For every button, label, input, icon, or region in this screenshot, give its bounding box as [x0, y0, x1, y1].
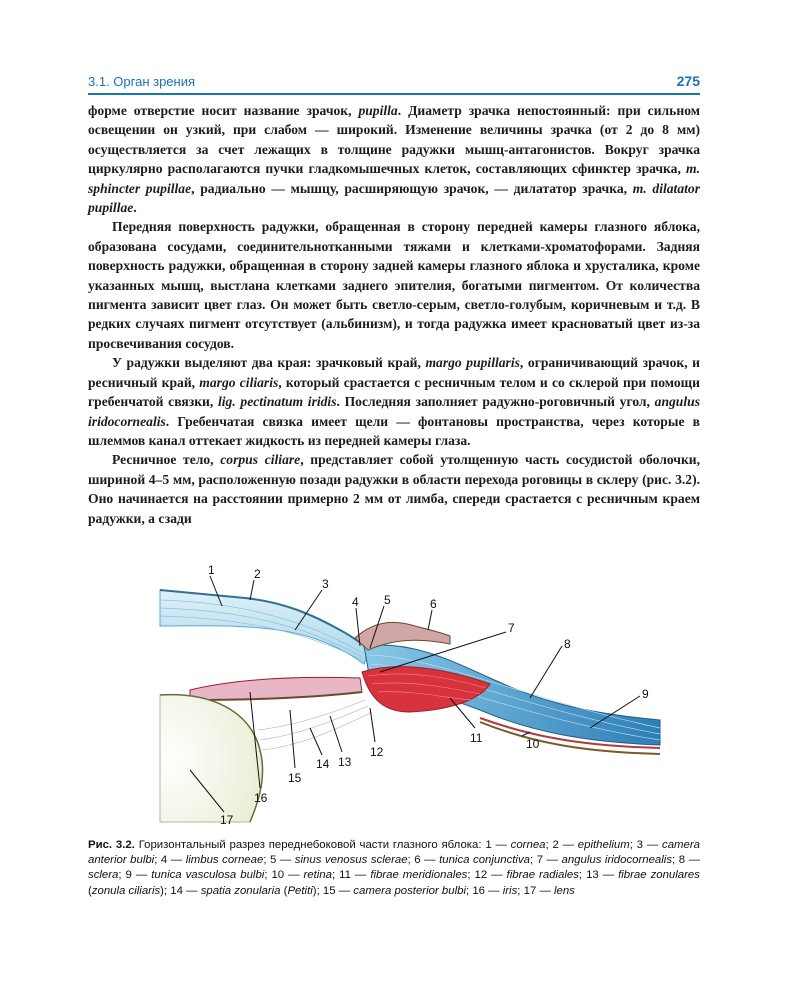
label-5: 5: [384, 593, 391, 607]
paragraph-4: Ресничное тело, corpus ciliare, представляет собой утолщенную часть сосудистой оболочки, шириной 4–5 мм, расположенную позади радужки в области перехода роговицы в склеру (рис. 3.2). Оно начинается на расстоянии примерно 2 мм от лимба, спереди срастается с ресничным краем радужки, а сзади: [88, 452, 701, 526]
caption-text: Горизонтальный разрез переднебоковой части глазного яблока: 1 — cornea; 2 — epithelium; 3 — camera anterior bulbi; 4 — limbus corneae; 5 — sinus venosus sclerae; 6 — tunica conjunctiva; 7 — angulus iridocornealis; 8 — sclera; 9 — tunica vasculosa bulbi; 10 — retina; 11 — fibrae meridionales; 12 — fibrae radiales; 13 — fibrae zonulares (zonula ciliaris); 14 — spatia zonularia (Petiti); 15 — camera posterior bulbi; 16 — iris; 17 — lens: [88, 839, 700, 897]
lens: [160, 695, 263, 822]
label-13: 13: [338, 755, 352, 769]
label-4: 4: [352, 595, 359, 609]
running-header: [88, 72, 700, 92]
label-3: 3: [322, 577, 329, 591]
label-7: 7: [508, 621, 515, 635]
label-1: 1: [208, 563, 215, 577]
figure-caption: [88, 838, 700, 899]
label-9: 9: [642, 687, 649, 701]
label-15: 15: [288, 771, 302, 785]
eye-illustration: [150, 560, 670, 825]
zonular-fibres: [258, 700, 372, 750]
conjunctiva: [355, 622, 450, 650]
label-2: 2: [254, 567, 261, 581]
iris: [190, 677, 362, 700]
paragraph-2: Передняя поверхность радужки, обращенная в сторону передней камеры глазного яблока, образована сосудами, соединительнотканными тяжами и клетками-хроматофорами. Задняя поверхность радужки, обращенная в сторону задней камеры глазного яблока и хрусталика, кроме указанных мышц, выстлана клетками заднего эпителия, богатыми пигментом. От количества пигмента зависит цвет глаз. Он может быть светло-серым, светло-голубым, коричневым и т.д. В редких случаях пигмент отсутствует (альбинизм), и тогда радужка имеет красноватый цвет из-за просвечивания сосудов.: [88, 219, 700, 351]
label-11: 11: [470, 731, 483, 745]
body-text: [88, 101, 700, 528]
label-17: 17: [220, 813, 234, 825]
label-16: 16: [254, 791, 268, 805]
label-8: 8: [564, 637, 571, 651]
label-10: 10: [526, 737, 540, 751]
section-title: 3.1. Орган зрения: [88, 74, 196, 89]
paragraph-3: У радужки выделяют два края: зрачковый край, margo pupillaris, ограничивающий зрачок, и ресничный край, margo ciliaris, который срастается с ресничным телом и со склерой при помощи гребенчатой связки, lig. pectinatum iridis. Последняя заполняет радужно-роговичный угол, angulus iridocornealis. Гребенчатая связка имеет щели — фонтановы пространства, через которые в шлеммов канал оттекает жидкость из передней камеры глаза.: [88, 355, 700, 448]
paragraph-1: форме отверстие носит название зрачок, pupilla. Диаметр зрачка непостоянный: при сильном освещении он узкий, при слабом — широкий. Изменение величины зрачка (от 2 до 8 мм) осуществляется за счет лежащих в толщине радужки мышц-антагонистов. Вокруг зрачка циркулярно располагаются пучки гладкомышечных клеток, составляющих сфинктер зрачка, m. sphincter pupillae, радиально — мышцу, расширяющую зрачок, — дилататор зрачка, m. dilatator pupillae.: [88, 103, 700, 216]
label-14: 14: [316, 757, 330, 771]
page-number: 275: [676, 73, 700, 89]
header-rule: [88, 93, 700, 95]
eye-section-figure: [150, 560, 670, 825]
label-6: 6: [430, 597, 437, 611]
label-12: 12: [370, 745, 384, 759]
figure-label: Рис. 3.2.: [88, 839, 135, 851]
